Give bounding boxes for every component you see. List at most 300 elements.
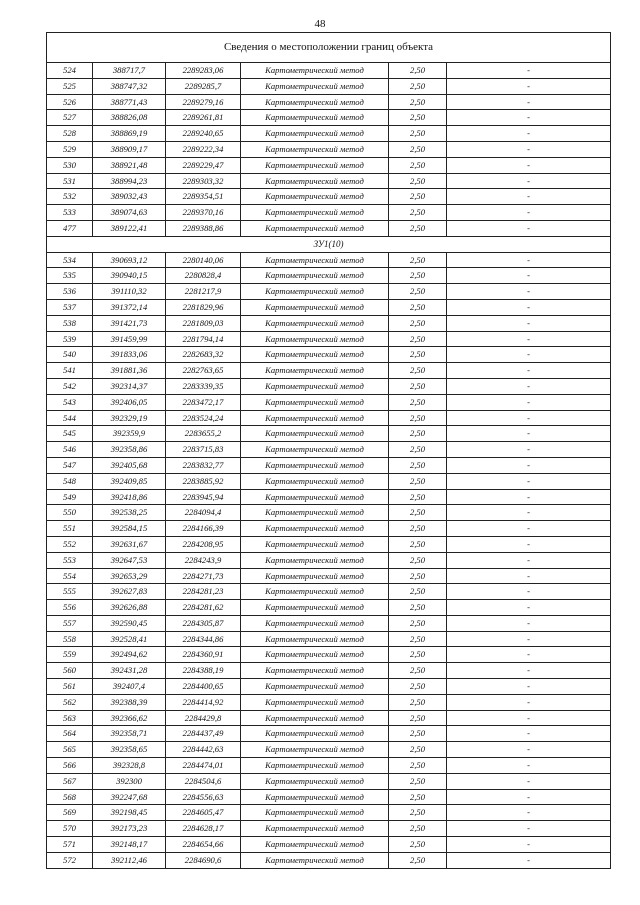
method-cell: Картометрический метод: [241, 821, 389, 837]
accuracy-cell: 2,50: [389, 410, 447, 426]
method-cell: Картометрический метод: [241, 631, 389, 647]
method-cell: Картометрический метод: [241, 394, 389, 410]
accuracy-cell: 2,50: [389, 552, 447, 568]
table-row: [47, 631, 611, 647]
description-cell: -: [447, 205, 611, 221]
point-number-cell: 530: [47, 157, 93, 173]
table-row: [47, 205, 611, 221]
description-cell: -: [447, 789, 611, 805]
table-row: [47, 726, 611, 742]
x-coordinate-cell: 392314,37: [93, 378, 166, 394]
y-coordinate-cell: 2280828,4: [166, 268, 241, 284]
x-coordinate-cell: 392631,67: [93, 536, 166, 552]
method-cell: Картометрический метод: [241, 489, 389, 505]
x-coordinate-cell: 391372,14: [93, 299, 166, 315]
method-cell: Картометрический метод: [241, 726, 389, 742]
point-number-cell: 536: [47, 284, 93, 300]
accuracy-cell: 2,50: [389, 805, 447, 821]
y-coordinate-cell: 2289303,32: [166, 173, 241, 189]
accuracy-cell: 2,50: [389, 584, 447, 600]
point-number-cell: 570: [47, 821, 93, 837]
table-row: [47, 773, 611, 789]
accuracy-cell: 2,50: [389, 852, 447, 868]
y-coordinate-cell: 2281829,96: [166, 299, 241, 315]
description-cell: -: [447, 252, 611, 268]
point-number-cell: 565: [47, 742, 93, 758]
accuracy-cell: 2,50: [389, 457, 447, 473]
table-row: [47, 315, 611, 331]
y-coordinate-cell: 2283339,35: [166, 378, 241, 394]
description-cell: -: [447, 600, 611, 616]
accuracy-cell: 2,50: [389, 473, 447, 489]
point-number-cell: 558: [47, 631, 93, 647]
method-cell: Картометрический метод: [241, 299, 389, 315]
table-title: Сведения о местоположении границ объекта: [47, 33, 611, 63]
accuracy-cell: 2,50: [389, 758, 447, 774]
y-coordinate-cell: 2289229,47: [166, 157, 241, 173]
method-cell: Картометрический метод: [241, 568, 389, 584]
table-row: [47, 663, 611, 679]
y-coordinate-cell: 2284414,92: [166, 694, 241, 710]
point-number-cell: 532: [47, 189, 93, 205]
y-coordinate-cell: 2281794,14: [166, 331, 241, 347]
x-coordinate-cell: 392112,46: [93, 852, 166, 868]
table-row: [47, 710, 611, 726]
x-coordinate-cell: 392300: [93, 773, 166, 789]
x-coordinate-cell: 388909,17: [93, 141, 166, 157]
x-coordinate-cell: 392407,4: [93, 679, 166, 695]
description-cell: -: [447, 173, 611, 189]
x-coordinate-cell: 392198,45: [93, 805, 166, 821]
accuracy-cell: 2,50: [389, 315, 447, 331]
description-cell: -: [447, 315, 611, 331]
point-number-cell: 568: [47, 789, 93, 805]
method-cell: Картометрический метод: [241, 805, 389, 821]
description-cell: -: [447, 410, 611, 426]
point-number-cell: 555: [47, 584, 93, 600]
accuracy-cell: 2,50: [389, 173, 447, 189]
y-coordinate-cell: 2289354,51: [166, 189, 241, 205]
point-number-cell: 554: [47, 568, 93, 584]
method-cell: Картометрический метод: [241, 331, 389, 347]
description-cell: -: [447, 347, 611, 363]
point-number-cell: 557: [47, 615, 93, 631]
x-coordinate-cell: 389032,43: [93, 189, 166, 205]
y-coordinate-cell: 2289261,81: [166, 110, 241, 126]
point-number-cell: 551: [47, 521, 93, 537]
method-cell: Картометрический метод: [241, 663, 389, 679]
table-row: [47, 789, 611, 805]
point-number-cell: 562: [47, 694, 93, 710]
description-cell: -: [447, 679, 611, 695]
accuracy-cell: 2,50: [389, 536, 447, 552]
accuracy-cell: 2,50: [389, 347, 447, 363]
y-coordinate-cell: 2283945,94: [166, 489, 241, 505]
method-cell: Картометрический метод: [241, 252, 389, 268]
method-cell: Картометрический метод: [241, 600, 389, 616]
y-coordinate-cell: 2283472,17: [166, 394, 241, 410]
method-cell: Картометрический метод: [241, 837, 389, 853]
point-number-cell: 533: [47, 205, 93, 221]
table-row: [47, 220, 611, 236]
point-number-cell: 556: [47, 600, 93, 616]
table-row: [47, 489, 611, 505]
y-coordinate-cell: 2284360,91: [166, 647, 241, 663]
method-cell: Картометрический метод: [241, 141, 389, 157]
x-coordinate-cell: 392584,15: [93, 521, 166, 537]
table-row: [47, 268, 611, 284]
table-row: [47, 758, 611, 774]
accuracy-cell: 2,50: [389, 252, 447, 268]
table-row: [47, 505, 611, 521]
table-row: [47, 78, 611, 94]
x-coordinate-cell: 390940,15: [93, 268, 166, 284]
y-coordinate-cell: 2284208,95: [166, 536, 241, 552]
y-coordinate-cell: 2289222,34: [166, 141, 241, 157]
point-number-cell: 540: [47, 347, 93, 363]
point-number-cell: 528: [47, 126, 93, 142]
y-coordinate-cell: 2284429,8: [166, 710, 241, 726]
table-row: [47, 742, 611, 758]
method-cell: Картометрический метод: [241, 284, 389, 300]
y-coordinate-cell: 2283715,83: [166, 442, 241, 458]
accuracy-cell: 2,50: [389, 189, 447, 205]
y-coordinate-cell: 2284690,6: [166, 852, 241, 868]
method-cell: Картометрический метод: [241, 742, 389, 758]
method-cell: Картометрический метод: [241, 126, 389, 142]
table-row: [47, 347, 611, 363]
description-cell: -: [447, 773, 611, 789]
point-number-cell: 563: [47, 710, 93, 726]
description-cell: -: [447, 694, 611, 710]
point-number-cell: 545: [47, 426, 93, 442]
y-coordinate-cell: 2284442,63: [166, 742, 241, 758]
description-cell: -: [447, 63, 611, 79]
table-row: [47, 584, 611, 600]
accuracy-cell: 2,50: [389, 78, 447, 94]
table-body: [47, 33, 611, 869]
description-cell: -: [447, 157, 611, 173]
x-coordinate-cell: 388717,7: [93, 63, 166, 79]
accuracy-cell: 2,50: [389, 442, 447, 458]
description-cell: -: [447, 378, 611, 394]
y-coordinate-cell: 2284344,86: [166, 631, 241, 647]
y-coordinate-cell: 2284271,73: [166, 568, 241, 584]
x-coordinate-cell: 392173,23: [93, 821, 166, 837]
x-coordinate-cell: 392626,88: [93, 600, 166, 616]
description-cell: -: [447, 805, 611, 821]
description-cell: -: [447, 568, 611, 584]
method-cell: Картометрический метод: [241, 647, 389, 663]
page-number: 48: [314, 18, 326, 30]
description-cell: -: [447, 78, 611, 94]
method-cell: Картометрический метод: [241, 268, 389, 284]
method-cell: Картометрический метод: [241, 758, 389, 774]
description-cell: -: [447, 837, 611, 853]
table-row: [47, 299, 611, 315]
boundary-table: [46, 32, 611, 869]
y-coordinate-cell: 2284654,66: [166, 837, 241, 853]
y-coordinate-cell: 2284388,19: [166, 663, 241, 679]
description-cell: -: [447, 726, 611, 742]
y-coordinate-cell: 2284605,47: [166, 805, 241, 821]
table-row: [47, 141, 611, 157]
x-coordinate-cell: 388994,23: [93, 173, 166, 189]
x-coordinate-cell: 392627,83: [93, 584, 166, 600]
point-number-cell: 548: [47, 473, 93, 489]
accuracy-cell: 2,50: [389, 505, 447, 521]
description-cell: -: [447, 584, 611, 600]
table-title-row: [47, 33, 611, 63]
y-coordinate-cell: 2289240,65: [166, 126, 241, 142]
description-cell: -: [447, 473, 611, 489]
method-cell: Картометрический метод: [241, 363, 389, 379]
description-cell: -: [447, 141, 611, 157]
description-cell: -: [447, 363, 611, 379]
description-cell: -: [447, 742, 611, 758]
accuracy-cell: 2,50: [389, 394, 447, 410]
table-row: [47, 473, 611, 489]
x-coordinate-cell: 392358,86: [93, 442, 166, 458]
x-coordinate-cell: 391881,36: [93, 363, 166, 379]
table-row: [47, 552, 611, 568]
y-coordinate-cell: 2284437,49: [166, 726, 241, 742]
table-row: [47, 521, 611, 537]
table-row: [47, 410, 611, 426]
point-number-cell: 549: [47, 489, 93, 505]
method-cell: Картометрический метод: [241, 521, 389, 537]
point-number-cell: 542: [47, 378, 93, 394]
accuracy-cell: 2,50: [389, 63, 447, 79]
x-coordinate-cell: 391459,99: [93, 331, 166, 347]
table-row: [47, 805, 611, 821]
method-cell: Картометрический метод: [241, 679, 389, 695]
point-number-cell: 550: [47, 505, 93, 521]
method-cell: Картометрический метод: [241, 694, 389, 710]
description-cell: -: [447, 521, 611, 537]
y-coordinate-cell: 2284400,65: [166, 679, 241, 695]
description-cell: -: [447, 758, 611, 774]
accuracy-cell: 2,50: [389, 378, 447, 394]
description-cell: -: [447, 710, 611, 726]
y-coordinate-cell: 2284474,01: [166, 758, 241, 774]
method-cell: Картометрический метод: [241, 615, 389, 631]
description-cell: -: [447, 426, 611, 442]
y-coordinate-cell: 2281217,9: [166, 284, 241, 300]
y-coordinate-cell: 2284305,87: [166, 615, 241, 631]
accuracy-cell: 2,50: [389, 647, 447, 663]
accuracy-cell: 2,50: [389, 220, 447, 236]
description-cell: -: [447, 220, 611, 236]
x-coordinate-cell: 392494,62: [93, 647, 166, 663]
accuracy-cell: 2,50: [389, 710, 447, 726]
x-coordinate-cell: 392329,19: [93, 410, 166, 426]
description-cell: -: [447, 552, 611, 568]
accuracy-cell: 2,50: [389, 205, 447, 221]
method-cell: Картометрический метод: [241, 189, 389, 205]
accuracy-cell: 2,50: [389, 821, 447, 837]
method-cell: Картометрический метод: [241, 205, 389, 221]
description-cell: -: [447, 110, 611, 126]
table-row: [47, 694, 611, 710]
point-number-cell: 477: [47, 220, 93, 236]
method-cell: Картометрический метод: [241, 315, 389, 331]
accuracy-cell: 2,50: [389, 663, 447, 679]
y-coordinate-cell: 2289283,06: [166, 63, 241, 79]
point-number-cell: 531: [47, 173, 93, 189]
point-number-cell: 552: [47, 536, 93, 552]
x-coordinate-cell: 392647,53: [93, 552, 166, 568]
x-coordinate-cell: 392431,28: [93, 663, 166, 679]
point-number-cell: 543: [47, 394, 93, 410]
x-coordinate-cell: 392418,86: [93, 489, 166, 505]
y-coordinate-cell: 2283655,2: [166, 426, 241, 442]
accuracy-cell: 2,50: [389, 837, 447, 853]
method-cell: Картометрический метод: [241, 426, 389, 442]
point-number-cell: 534: [47, 252, 93, 268]
accuracy-cell: 2,50: [389, 694, 447, 710]
x-coordinate-cell: 389074,63: [93, 205, 166, 221]
x-coordinate-cell: 389122,41: [93, 220, 166, 236]
accuracy-cell: 2,50: [389, 631, 447, 647]
accuracy-cell: 2,50: [389, 679, 447, 695]
table-row: [47, 94, 611, 110]
x-coordinate-cell: 392358,65: [93, 742, 166, 758]
point-number-cell: 538: [47, 315, 93, 331]
description-cell: -: [447, 489, 611, 505]
accuracy-cell: 2,50: [389, 521, 447, 537]
table-row: [47, 679, 611, 695]
y-coordinate-cell: 2284628,17: [166, 821, 241, 837]
description-cell: -: [447, 536, 611, 552]
table-row: [47, 615, 611, 631]
x-coordinate-cell: 392388,39: [93, 694, 166, 710]
point-number-cell: 564: [47, 726, 93, 742]
accuracy-cell: 2,50: [389, 568, 447, 584]
y-coordinate-cell: 2289370,16: [166, 205, 241, 221]
table-row: [47, 378, 611, 394]
y-coordinate-cell: 2284281,62: [166, 600, 241, 616]
point-number-cell: 544: [47, 410, 93, 426]
method-cell: Картометрический метод: [241, 110, 389, 126]
y-coordinate-cell: 2284243,9: [166, 552, 241, 568]
y-coordinate-cell: 2284504,6: [166, 773, 241, 789]
table-row: [47, 157, 611, 173]
x-coordinate-cell: 391421,73: [93, 315, 166, 331]
table-row: [47, 173, 611, 189]
point-number-cell: 572: [47, 852, 93, 868]
description-cell: -: [447, 631, 611, 647]
x-coordinate-cell: 388826,08: [93, 110, 166, 126]
x-coordinate-cell: 392538,25: [93, 505, 166, 521]
x-coordinate-cell: 392358,71: [93, 726, 166, 742]
method-cell: Картометрический метод: [241, 457, 389, 473]
method-cell: Картометрический метод: [241, 63, 389, 79]
table-row: [47, 252, 611, 268]
table-row: [47, 600, 611, 616]
accuracy-cell: 2,50: [389, 489, 447, 505]
point-number-cell: 541: [47, 363, 93, 379]
accuracy-cell: 2,50: [389, 742, 447, 758]
x-coordinate-cell: 392247,68: [93, 789, 166, 805]
description-cell: -: [447, 647, 611, 663]
point-number-cell: 524: [47, 63, 93, 79]
y-coordinate-cell: 2284556,63: [166, 789, 241, 805]
description-cell: -: [447, 94, 611, 110]
description-cell: -: [447, 615, 611, 631]
description-cell: -: [447, 442, 611, 458]
y-coordinate-cell: 2284281,23: [166, 584, 241, 600]
point-number-cell: 553: [47, 552, 93, 568]
method-cell: Картометрический метод: [241, 710, 389, 726]
x-coordinate-cell: 392528,41: [93, 631, 166, 647]
method-cell: Картометрический метод: [241, 157, 389, 173]
description-cell: -: [447, 331, 611, 347]
table-row: [47, 457, 611, 473]
x-coordinate-cell: 392366,62: [93, 710, 166, 726]
x-coordinate-cell: 388747,32: [93, 78, 166, 94]
description-cell: -: [447, 126, 611, 142]
point-number-cell: 526: [47, 94, 93, 110]
accuracy-cell: 2,50: [389, 789, 447, 805]
accuracy-cell: 2,50: [389, 726, 447, 742]
table-row: [47, 536, 611, 552]
section-heading: ЗУ1(10): [47, 236, 611, 252]
accuracy-cell: 2,50: [389, 331, 447, 347]
table-row: [47, 126, 611, 142]
table-row: [47, 331, 611, 347]
y-coordinate-cell: 2283885,92: [166, 473, 241, 489]
point-number-cell: 559: [47, 647, 93, 663]
description-cell: -: [447, 299, 611, 315]
y-coordinate-cell: 2284166,39: [166, 521, 241, 537]
y-coordinate-cell: 2289388,86: [166, 220, 241, 236]
method-cell: Картометрический метод: [241, 220, 389, 236]
x-coordinate-cell: 391110,32: [93, 284, 166, 300]
x-coordinate-cell: 392590,45: [93, 615, 166, 631]
x-coordinate-cell: 388771,43: [93, 94, 166, 110]
y-coordinate-cell: 2289279,16: [166, 94, 241, 110]
accuracy-cell: 2,50: [389, 600, 447, 616]
method-cell: Картометрический метод: [241, 78, 389, 94]
x-coordinate-cell: 392409,85: [93, 473, 166, 489]
y-coordinate-cell: 2284094,4: [166, 505, 241, 521]
description-cell: -: [447, 663, 611, 679]
description-cell: -: [447, 821, 611, 837]
point-number-cell: 561: [47, 679, 93, 695]
table-row: [47, 442, 611, 458]
x-coordinate-cell: 388921,48: [93, 157, 166, 173]
table-row: [47, 852, 611, 868]
method-cell: Картометрический метод: [241, 773, 389, 789]
accuracy-cell: 2,50: [389, 110, 447, 126]
method-cell: Картометрический метод: [241, 552, 389, 568]
accuracy-cell: 2,50: [389, 299, 447, 315]
table-row: [47, 284, 611, 300]
point-number-cell: 539: [47, 331, 93, 347]
accuracy-cell: 2,50: [389, 615, 447, 631]
method-cell: Картометрический метод: [241, 173, 389, 189]
x-coordinate-cell: 392406,05: [93, 394, 166, 410]
x-coordinate-cell: 392405,68: [93, 457, 166, 473]
point-number-cell: 546: [47, 442, 93, 458]
description-cell: -: [447, 189, 611, 205]
method-cell: Картометрический метод: [241, 94, 389, 110]
y-coordinate-cell: 2283524,24: [166, 410, 241, 426]
section-heading-row: [47, 236, 611, 252]
x-coordinate-cell: 392653,29: [93, 568, 166, 584]
method-cell: Картометрический метод: [241, 789, 389, 805]
